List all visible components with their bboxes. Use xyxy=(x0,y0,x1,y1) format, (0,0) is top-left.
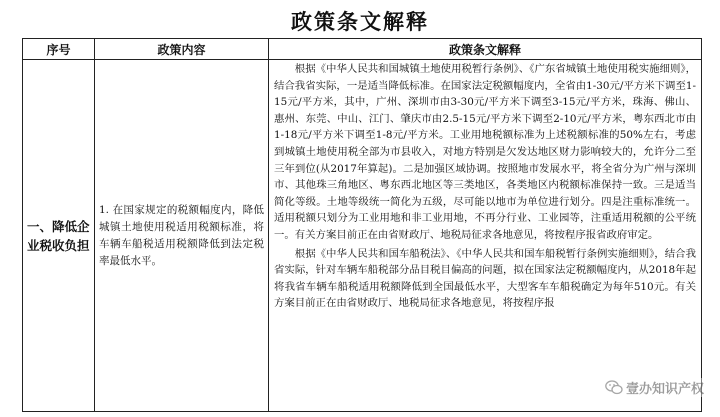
row-seq-cell: 一、降低企业税收负担 xyxy=(23,60,95,412)
interpretation-paragraph-1: 根据《中华人民共和国城镇土地使用税暂行条例》、《广东省城镇土地使用税实施细则》，结合我省实际，一是适当降低标准。在国家法定税额幅度内，全省由1-30元/平方米下调至1-15元/平方米，其中，广州、深圳市由3-30元/平方米下调至3-15元/平方米，珠海、佛山、惠州、东莞、中山、江门、肇庆市由2.5-15元/平方米下调至2-10元/平方米，粤东西北市由1-18元/平方米下调至1-8元/平方米。工业用地税额标准为上述税额标准的50%左右，考虑到城镇土地使用税全部为市县收入，对地方特别是欠发达地区财力影响较大的，允许分二至三年到位(从2017年算起)。二是加强区域协调。按照地市发展水平，将全省分为广州与深圳市、其他珠三角地区、粤东西北地区等三类地区，各类地区内税额标准保持一致。三是适当简化等级。土地等级统一简化为五级，尽可能以地市为单位进行划分。四是注重标准统一。适用税额只划分为工业用地和非工业用地，不再分行业、工业园等，注重适用税额的公平统一。有关方案目前正在由省财政厅、地税局征求各地意见，将按程序报省政府审定。 xyxy=(274,63,696,241)
header-interpretation: 政策条文解释 xyxy=(269,39,702,60)
interpretation-paragraph-2: 根据《中华人民共和国车船税法》、《中华人民共和国车船税暂行条例实施细则》，结合我省实际，针对车辆车船税部分品目税目偏高的问题，拟在国家法定税额幅度内，从2018年起将我省车辆车船税适用税额降低到全国最低水平，大型客车车船税确定为每年510元。有关方案目前正在由省财政厅、地税局征求各地意见，将按程序报 xyxy=(274,247,696,310)
table-header-row xyxy=(23,39,702,60)
header-content: 政策内容 xyxy=(95,39,269,60)
row-interpretation-cell xyxy=(269,60,702,412)
wechat-icon xyxy=(605,380,623,395)
policy-table xyxy=(22,38,702,412)
watermark xyxy=(603,378,706,397)
header-seq: 序号 xyxy=(23,39,95,60)
page-title: 政策条文解释 xyxy=(291,10,429,34)
row-content-cell: 1. 在国家规定的税额幅度内，降低城镇土地使用税适用税额标准，将车辆车船税适用税额降低到法定税率最低水平。 xyxy=(95,60,269,412)
table-row xyxy=(23,60,702,412)
watermark-text: 壹办知识产权 xyxy=(625,382,704,397)
